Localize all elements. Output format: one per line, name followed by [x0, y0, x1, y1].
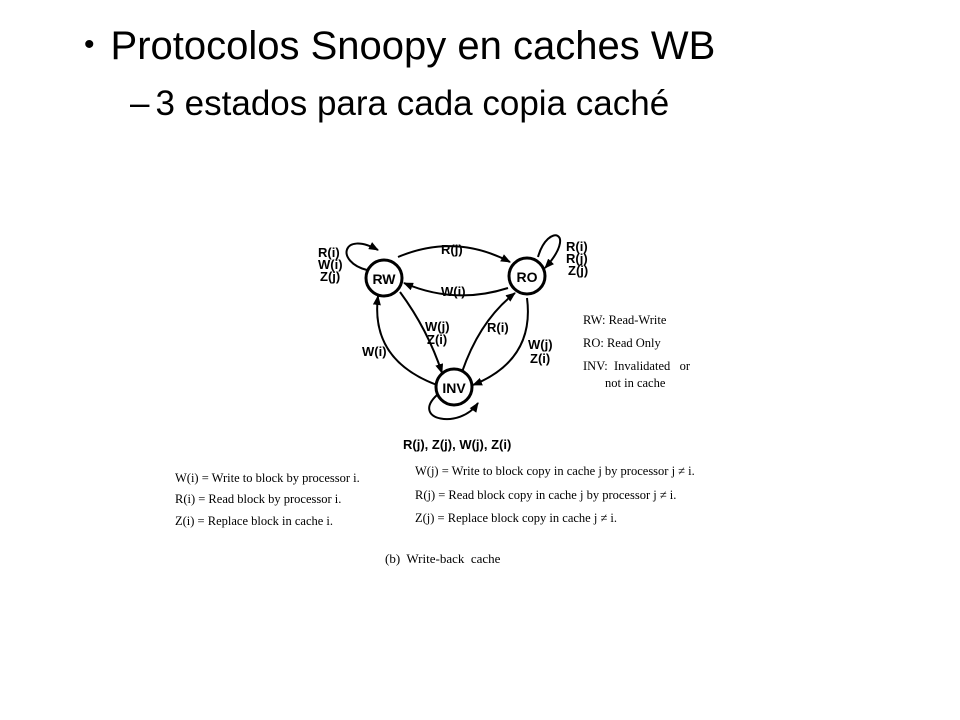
state-ro	[509, 258, 545, 294]
state-ro-label: RO	[516, 269, 538, 285]
op-legend-left-2: R(i) = Read block by processor i.	[175, 492, 342, 506]
diagram-caption: (b) Write-back cache	[385, 551, 501, 566]
label-inv-self: R(j), Z(j), W(j), Z(i)	[403, 437, 512, 452]
label-ro-self-2: R(j)	[566, 251, 588, 266]
label-ro-self-1: R(i)	[566, 239, 588, 254]
legend-inv-2: not in cache	[605, 376, 666, 390]
op-legend-left-1: W(i) = Write to block by processor i.	[175, 471, 360, 485]
state-inv	[436, 369, 472, 405]
state-rw-label: RW	[372, 271, 396, 287]
slide-title: Protocolos Snoopy en caches WB	[110, 24, 716, 68]
legend-rw: RW: Read-Write	[583, 313, 667, 327]
label-rw-to-ro: R(j)	[441, 242, 463, 257]
label-rw-to-inv-2: Z(i)	[427, 332, 448, 347]
dash-icon: –	[130, 84, 150, 123]
label-rw-self-3: Z(j)	[320, 269, 341, 284]
label-inv-to-ro: R(i)	[487, 320, 509, 335]
label-ro-self-3: Z(j)	[568, 263, 589, 278]
label-ro-to-rw: W(i)	[441, 284, 466, 299]
op-legend-right-3: Z(j) = Replace block copy in cache j ≠ i.	[415, 511, 618, 525]
op-legend-left-3: Z(i) = Replace block in cache i.	[175, 514, 334, 528]
edge-ro-to-inv	[473, 298, 528, 385]
op-legend-right-1: W(j) = Write to block copy in cache j by processor j ≠ i.	[415, 464, 695, 478]
state-rw	[366, 260, 402, 296]
op-legend-right-2: R(j) = Read block copy in cache j by processor j ≠ i.	[415, 488, 677, 502]
legend-inv-1: INV: Invalidated or	[583, 359, 691, 373]
label-ro-to-inv-2: Z(i)	[530, 351, 551, 366]
slide-subtitle: 3 estados para cada copia caché	[155, 84, 670, 123]
label-inv-to-rw: W(i)	[362, 344, 387, 359]
label-rw-self-2: W(i)	[318, 257, 343, 272]
state-inv-label: INV	[442, 380, 466, 396]
bullet-icon: •	[84, 27, 95, 61]
label-rw-to-inv-1: W(j)	[425, 319, 450, 334]
legend-ro: RO: Read Only	[583, 336, 661, 350]
label-ro-to-inv-1: W(j)	[528, 337, 553, 352]
label-rw-self-1: R(i)	[318, 245, 340, 260]
